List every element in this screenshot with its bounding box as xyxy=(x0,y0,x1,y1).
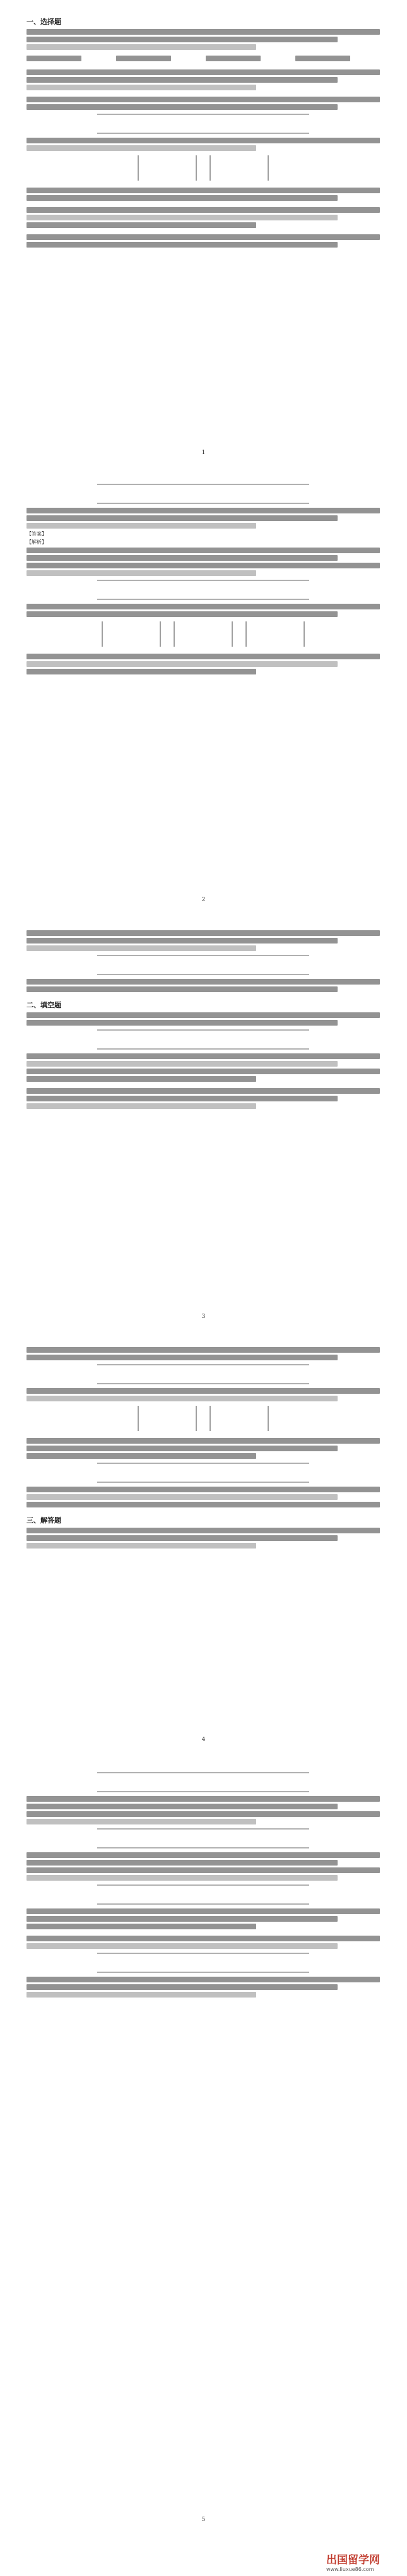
page-number: 4 xyxy=(201,1737,206,1743)
section-solve xyxy=(27,1768,380,1999)
section-fill xyxy=(27,928,380,1111)
watermark-logo: 出国留学网 xyxy=(326,2554,380,2567)
watermark xyxy=(326,2551,402,2572)
page-number: 1 xyxy=(201,450,206,456)
fill-heading: 二、填空题 xyxy=(27,1001,61,1009)
choice-heading: 一、选择题 xyxy=(27,18,61,26)
section-choice-answers xyxy=(27,480,380,676)
page-number: 2 xyxy=(201,897,206,903)
section-choice xyxy=(27,18,380,249)
solve-heading: 三、解答题 xyxy=(27,1516,61,1525)
section-fill-answers xyxy=(27,1345,380,1550)
watermark-url: www.liuxue86.com xyxy=(326,2567,374,2572)
analysis-label: 【解析】 xyxy=(27,539,47,545)
page-number: 3 xyxy=(201,1314,206,1320)
answer-label: 【答案】 xyxy=(27,531,47,537)
page-number: 5 xyxy=(201,2517,206,2523)
